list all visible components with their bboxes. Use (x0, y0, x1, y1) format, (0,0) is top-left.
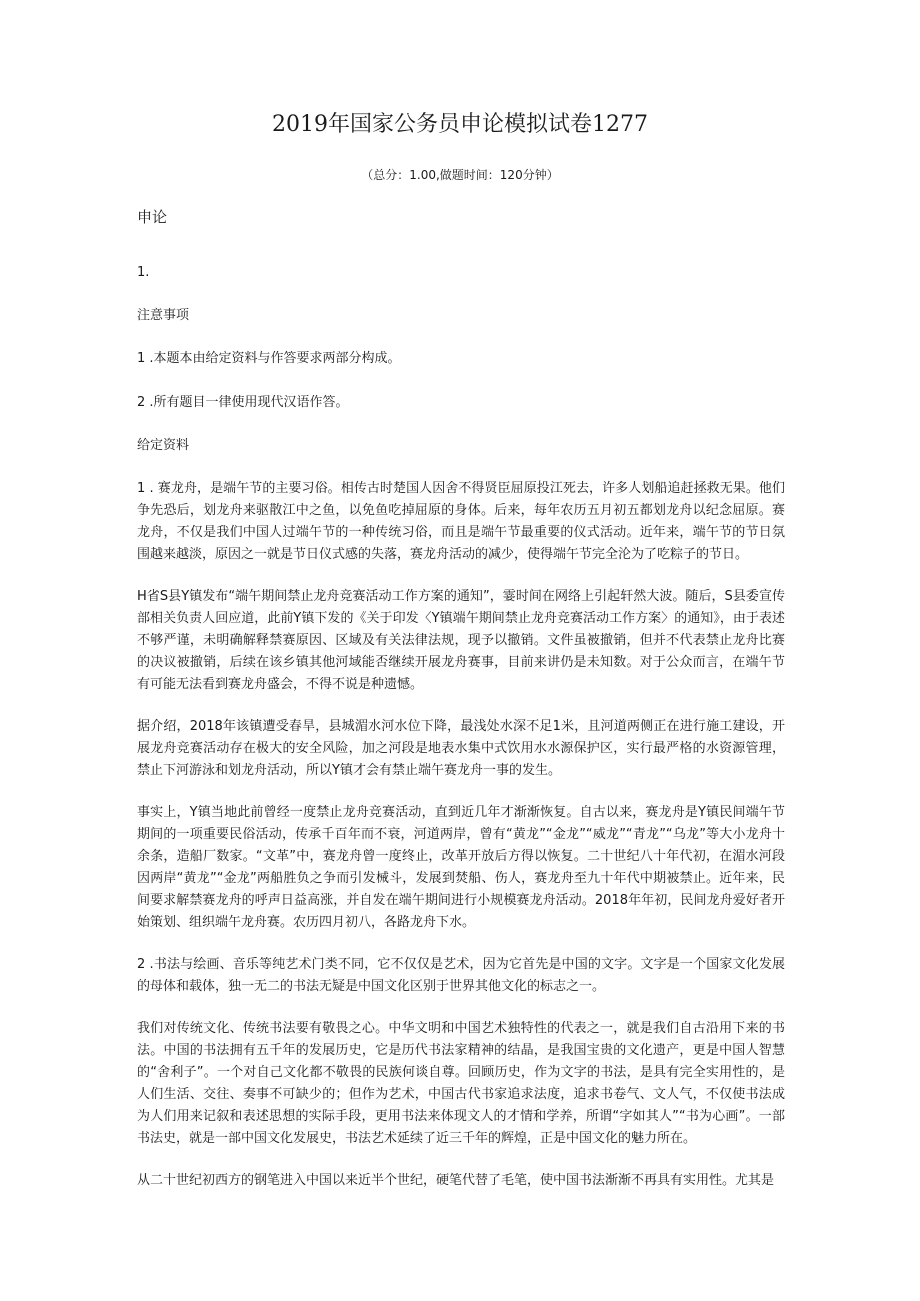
notice-item-1: 1 .本题本由给定资料与作答要求两部分构成。 (137, 351, 401, 366)
materials-heading: 给定资料 (137, 438, 190, 453)
material-paragraph-6: 我们对传统文化、传统书法要有敬畏之心。中华文明和中国艺术独特性的代表之一，就是我们自古沿用下来的书法。中国的书法拥有五千年的发展历史，它是历代书法家精神的结晶，是我国宝贵的文化遗产，更是中国人智慧的“舍利子”。一个对自己文化都不敬畏的民族何谈自尊。回顾历史，作为文字的书法，是具有完全实用性的，是人们生活、交往、奏事不可缺少的；但作为艺术，中国古代书家追求法度，追求书卷气、文人气，不仅使书法成为人们用来记叙和表述思想的实际手段，更用书法来体现文人的才情和学养，所谓“字如其人”“书为心画”。一部书法史，就是一部中国文化发展史，书法艺术延续了近三千年的辉煌，正是中国文化的魅力所在。 (137, 1021, 785, 1146)
material-paragraph-1: 1 . 赛龙舟，是端午节的主要习俗。相传古时楚国人因舍不得贤臣屈原投江死去，许多人划船追赶拯救无果。他们争先恐后，划龙舟来驱散江中之鱼，以免鱼吃掉屈原的身体。后来，每年农历五月初五都划龙舟以纪念屈原。赛龙舟，不仅是我们中国人过端午节的一种传统习俗，而且是端午节最重要的仪式活动。近年来，端午节的节日氛围越来越淡，原因之一就是节日仪式感的失落，赛龙舟活动的减少，使得端午节完全沦为了吃粽子的节日。 (137, 481, 785, 562)
question-number: 1. (137, 265, 150, 280)
material-paragraph-2: H省S县Y镇发布“端午期间禁止龙舟竞赛活动工作方案的通知”，霎时间在网络上引起轩然大波。随后，S县委宣传部相关负责人回应道，此前Y镇下发的《关于印发〈Y镇端午期间禁止龙舟竞赛活动工作方案〉的通知》，由于表述不够严谨，未明确解释禁赛原因、区域及有关法律法规，现予以撤销。文件虽被撤销，但并不代表禁止龙舟比赛的决议被撤销，后续在该乡镇其他河域能否继续开展龙舟赛事，目前来讲仍是未知数。对于公众而言，在端午节有可能无法看到赛龙舟盛会，不得不说是种遗憾。 (137, 589, 785, 692)
material-paragraph-3: 据介绍，2018年该镇遭受春旱，县城湄水河水位下降，最浅处水深不足1米，且河道两侧正在进行施工建设，开展龙舟竞赛活动存在极大的安全风险，加之河段是地表水集中式饮用水水源保护区，实行最严格的水资源管理，禁止下河游泳和划龙舟活动，所以Y镇才会有禁止端午赛龙舟一事的发生。 (137, 719, 785, 778)
notice-item-2: 2 .所有题目一律使用现代汉语作答。 (137, 395, 349, 410)
material-paragraph-5: 2 .书法与绘画、音乐等纯艺术门类不同，它不仅仅是艺术，因为它首先是中国的文字。文字是一个国家文化发展的母体和载体，独一无二的书法无疑是中国文化区别于世界其他文化的标志之一。 (137, 957, 785, 994)
material-paragraph-7: 从二十世纪初西方的钢笔进入中国以来近半个世纪，硬笔代替了毛笔，使中国书法渐渐不再具有实用性。尤其是 (137, 1173, 775, 1188)
section-heading: 申论 (137, 208, 168, 226)
exam-meta: （总分：1.00,做题时间：120分钟） (361, 168, 559, 182)
document-title: 2019年国家公务员申论模拟试卷1277 (272, 112, 648, 137)
notice-heading: 注意事项 (137, 308, 190, 323)
material-paragraph-4: 事实上，Y镇当地此前曾经一度禁止龙舟竞赛活动，直到近几年才渐渐恢复。自古以来，赛龙舟是Y镇民间端午节期间的一项重要民俗活动，传承千百年而不衰，河道两岸，曾有“黄龙”“金龙”“威龙”“青龙”“乌龙”等大小龙舟十余条，造船厂数家。“文革”中，赛龙舟曾一度终止，改革开放后方得以恢复。二十世纪八十年代初，在湄水河段因两岸“黄龙”“金龙”两船胜负之争而引发械斗，发展到焚船、伤人，赛龙舟至九十年代中期被禁止。近年来，民间要求解禁赛龙舟的呼声日益高涨，并自发在端午期间进行小规模赛龙舟活动。2018年年初，民间龙舟爱好者开始策划、组织端午龙舟赛。农历四月初八，各路龙舟下水。 (137, 805, 785, 930)
